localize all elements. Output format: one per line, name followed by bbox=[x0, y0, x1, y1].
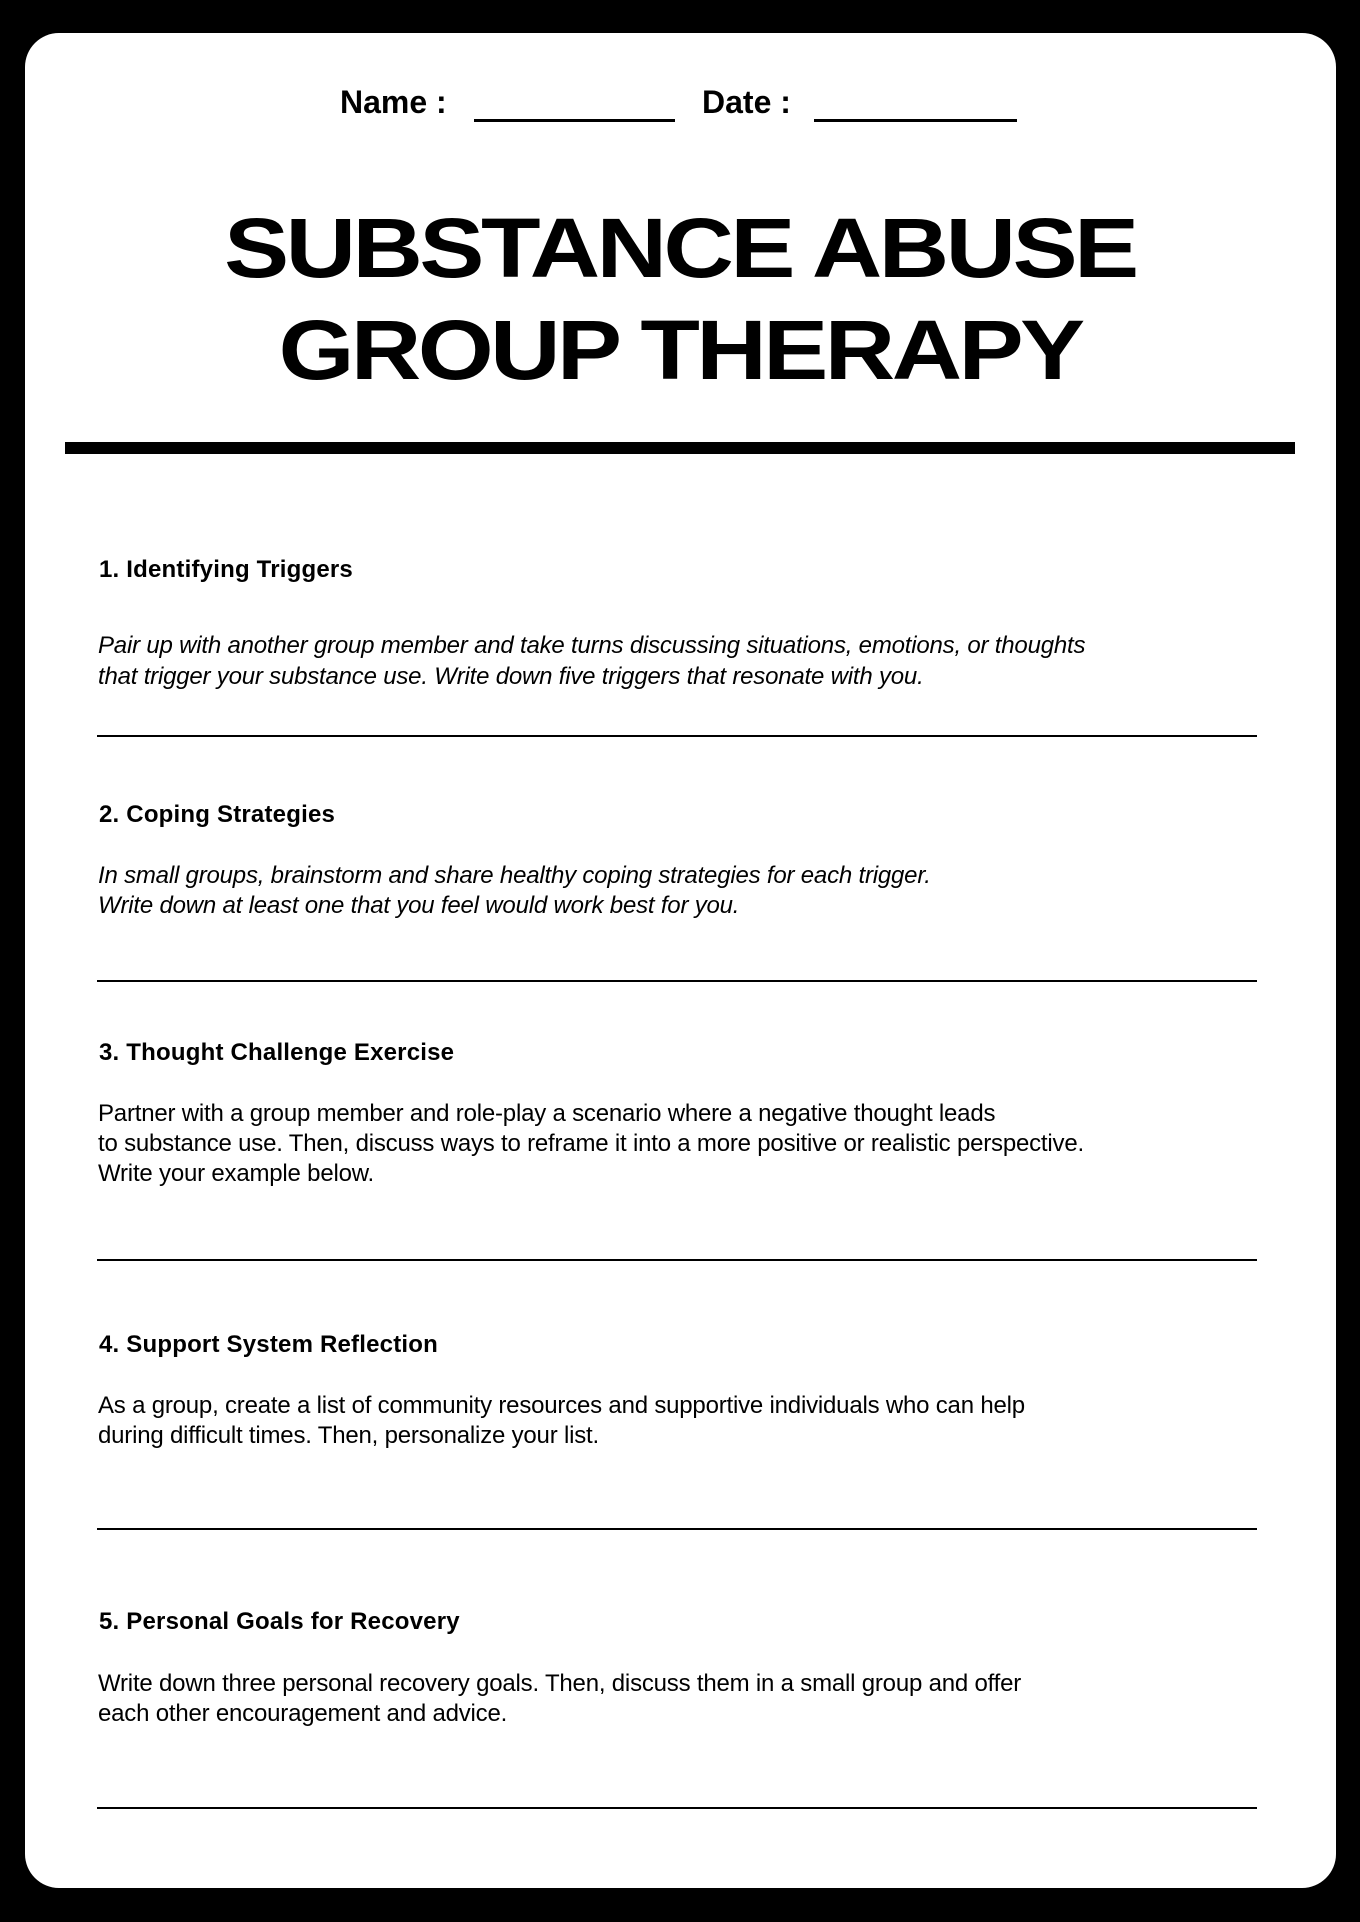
answer-line[interactable] bbox=[97, 735, 1257, 737]
date-field[interactable] bbox=[814, 119, 1017, 122]
section-heading: 1. Identifying Triggers bbox=[99, 556, 353, 583]
page-title-line-2 bbox=[0, 300, 1360, 400]
name-field[interactable] bbox=[474, 119, 675, 122]
name-date-row bbox=[0, 60, 1360, 130]
section-instruction-line: As a group, create a list of community resources and supportive individuals who can help bbox=[98, 1392, 1025, 1419]
section-instruction-line: Write your example below. bbox=[98, 1160, 375, 1187]
section-instruction-line: that trigger your substance use. Write down five triggers that resonate with you. bbox=[98, 663, 924, 690]
section-instruction-line: Pair up with another group member and take turns discussing situations, emotions, or thoughts bbox=[98, 632, 1086, 659]
title-divider bbox=[65, 442, 1295, 454]
name-label: Name : bbox=[340, 84, 447, 120]
answer-line[interactable] bbox=[97, 1807, 1257, 1809]
section-instruction-line: each other encouragement and advice. bbox=[98, 1700, 508, 1727]
answer-line[interactable] bbox=[97, 1259, 1257, 1261]
section-heading: 2. Coping Strategies bbox=[99, 801, 336, 828]
section-instruction-line: during difficult times. Then, personalize your list. bbox=[98, 1422, 599, 1449]
section-heading: 4. Support System Reflection bbox=[99, 1331, 438, 1358]
page-title-text-1: SUBSTANCE ABUSE bbox=[224, 201, 1136, 295]
page-title-text-2: GROUP THERAPY bbox=[278, 303, 1082, 397]
section-heading: 5. Personal Goals for Recovery bbox=[99, 1608, 460, 1635]
section-instruction-line: Write down three personal recovery goals. Then, discuss them in a small group and offer bbox=[98, 1670, 1022, 1697]
section-instruction-line: Write down at least one that you feel would work best for you. bbox=[98, 892, 740, 919]
page-title-line-1 bbox=[0, 198, 1360, 298]
date-label: Date : bbox=[702, 84, 791, 120]
section-instruction-line: to substance use. Then, discuss ways to reframe it into a more positive or realistic perspective. bbox=[98, 1130, 1084, 1157]
answer-line[interactable] bbox=[97, 980, 1257, 982]
answer-line[interactable] bbox=[97, 1528, 1257, 1530]
section-instruction-line: Partner with a group member and role-play a scenario where a negative thought leads bbox=[98, 1100, 996, 1127]
section-instruction-line: In small groups, brainstorm and share healthy coping strategies for each trigger. bbox=[98, 862, 931, 889]
section-heading: 3. Thought Challenge Exercise bbox=[99, 1039, 455, 1066]
